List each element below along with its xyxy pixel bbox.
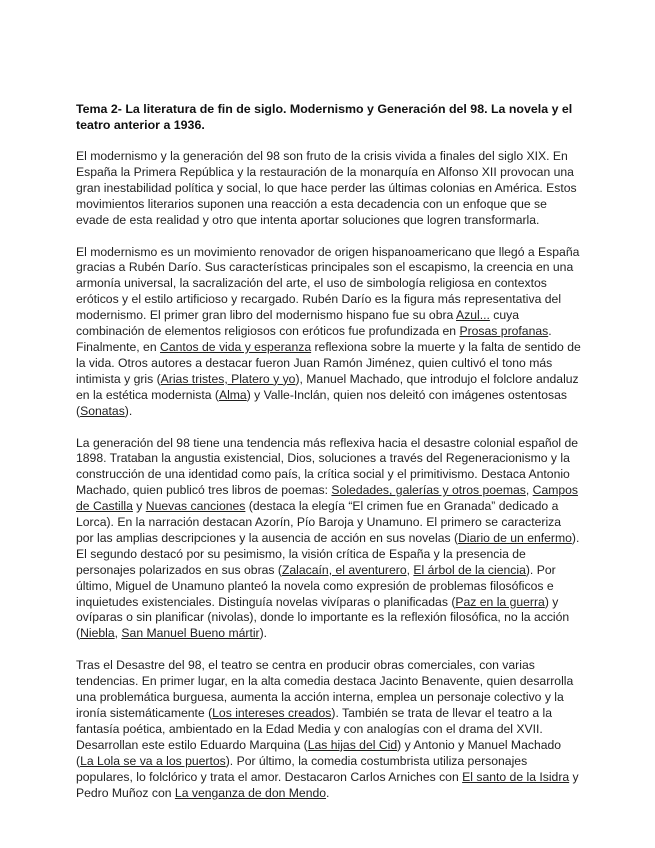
work-title-link[interactable]: Cantos de vida y esperanza bbox=[160, 339, 312, 354]
work-title-link[interactable]: Campos de Castilla bbox=[76, 483, 579, 514]
work-title-link[interactable]: El árbol de la ciencia bbox=[413, 562, 526, 577]
paragraph-text: , bbox=[525, 483, 533, 498]
paragraph bbox=[76, 149, 582, 229]
paragraph-text: (destaca la elegía “El crimen fue en Granada” dedicado a Lorca). En la narración destacan Azorín, Pío Baroja y Unamuno. El primero se caracteriza por las amplias descripciones y la ausencia de acción en sus novelas ( bbox=[76, 499, 562, 545]
paragraph-text: ). Por último, Miguel de Unamuno planteó la novela como expresión de problemas filosóficos e inquietudes existenciales. Distinguía novelas vivíparas o planificadas ( bbox=[76, 562, 556, 609]
work-title-link[interactable]: Los intereses creados bbox=[212, 706, 332, 720]
paragraph-text: , bbox=[406, 562, 414, 577]
work-title-link[interactable]: La Lola se va a los puertos bbox=[80, 753, 226, 768]
work-title-link[interactable]: Niebla bbox=[80, 626, 115, 641]
paragraph-text: ), Manuel Machado, que introdujo el folclore andaluz en la estética modernista ( bbox=[76, 371, 579, 402]
work-title-link[interactable]: Soledades, galerías y otros poemas bbox=[331, 483, 526, 498]
document-title: Tema 2- La literatura de fin de siglo. Modernismo y Generación del 98. La novela y el teatro anterior a 1936. bbox=[76, 102, 573, 132]
paragraphs-container bbox=[76, 149, 582, 801]
work-title-link[interactable]: San Manuel Bueno mártir bbox=[121, 626, 260, 641]
document-body bbox=[76, 101, 582, 817]
paragraph-text: Tras el Desastre del 98, el teatro se centra en producir obras comerciales, con varias tendencias. En primer lugar, en la alta comedia destaca Jacinto Benavente, quien desarrolla una problemática burguesa, aumenta la acción interna, emplea un personaje colectivo y la ironía sistemáticamente ( bbox=[76, 658, 574, 720]
paragraph-text: y Pedro Muñoz con bbox=[76, 769, 579, 800]
work-title-link[interactable]: La venganza de don Mendo bbox=[174, 785, 327, 800]
work-title-link[interactable]: Arias tristes, Platero y yo bbox=[160, 371, 296, 386]
paragraph bbox=[76, 658, 582, 801]
work-title-link[interactable]: Nuevas canciones bbox=[145, 499, 246, 514]
work-title-link[interactable]: Diario de un enfermo bbox=[458, 530, 572, 545]
paragraph-text: y bbox=[132, 499, 146, 514]
work-title-link[interactable]: Las hijas del Cid bbox=[307, 737, 398, 752]
paragraph-text: ) y Antonio y Manuel Machado ( bbox=[76, 737, 562, 768]
paragraph-text: cuya combinación de elementos religiosos con eróticos fue profundizada en bbox=[76, 308, 520, 339]
paragraph-text: ). bbox=[259, 626, 268, 641]
work-title-link[interactable]: Sonatas bbox=[80, 403, 125, 418]
paragraph-text: El modernismo y la generación del 98 son fruto de la crisis vivida a finales del siglo XIX. En España la Primera República y la restauración de la monarquía en Alfonso XII provocan una gran inestabilidad política y social, lo que hace perder las últimas colonias en América. Estos movimientos literarios suponen una reacción a esta decadencia con un enfoque que se evade de esta realidad y otro que intenta aportar soluciones que logren transformarla. bbox=[76, 149, 577, 227]
work-title-link[interactable]: Zalacaín, el aventurero bbox=[281, 562, 407, 577]
paragraph-text: . Finalmente, en bbox=[76, 324, 552, 354]
paragraph-text: reflexiona sobre la muerte y la falta de sentido de la vida. Otros autores a destacar fueron Juan Ramón Jiménez, quien cultivó el tono más intimista y gris ( bbox=[76, 339, 581, 386]
paragraph-text: ). Por último, la comedia costumbrista utiliza personajes populares, lo folclórico y trata el amor. Destacaron Carlos Arniches con bbox=[76, 753, 528, 784]
paragraph-text: ). También se trata de llevar el teatro a la fantasía poética, ambientado en la Edad Media y con analogías con el drama del XVII. Desarrollan este estilo Eduardo Marquina ( bbox=[76, 706, 553, 752]
work-title-link[interactable]: Azul... bbox=[456, 308, 490, 323]
paragraph-text: El modernismo es un movimiento renovador de origen hispanoamericano que llegó a España gracias a Rubén Darío. Sus características principales son el escapismo, la creencia en una armonía universal, la sacralización del arte, el uso de simbología religiosa en contextos eróticos y el estilo artificioso y recargado. Rubén Darío es la figura más representativa del modernismo. El primer gran libro del modernismo hispano fue su obra bbox=[76, 244, 580, 323]
paragraph-text: ) y ovíparas o sin planificar (nivolas), donde lo importante es la reflexión filosófica, no la acción ( bbox=[76, 594, 570, 641]
paragraph-text: La generación del 98 tiene una tendencia más reflexiva hacia el desastre colonial español de 1898. Trataban la angustia existencial, Dios, soluciones a través del Regeneracionismo y la construcción de una identidad como país, la crítica social y el primitivismo. Destaca Antonio Machado, quien publicó tres libros de poemas: bbox=[76, 435, 579, 498]
paragraph-text: . bbox=[326, 785, 330, 800]
paragraph-text: ) y Valle-Inclán, quien nos deleitó con imágenes ostentosas ( bbox=[76, 387, 567, 418]
work-title-link[interactable]: Prosas profanas bbox=[459, 324, 549, 339]
paragraph bbox=[76, 245, 582, 420]
paragraph bbox=[76, 436, 582, 643]
work-title-link[interactable]: Alma bbox=[218, 387, 247, 402]
paragraph-text: ). El segundo destacó por su pesimismo, la visión crítica de España y la presencia de personajes polarizados en sus obras ( bbox=[76, 530, 580, 577]
paragraph-text: ). bbox=[124, 403, 133, 418]
work-title-link[interactable]: El santo de la Isidra bbox=[462, 769, 570, 784]
work-title-link[interactable]: Paz en la guerra bbox=[455, 594, 545, 609]
paragraph-text: , bbox=[114, 626, 122, 641]
